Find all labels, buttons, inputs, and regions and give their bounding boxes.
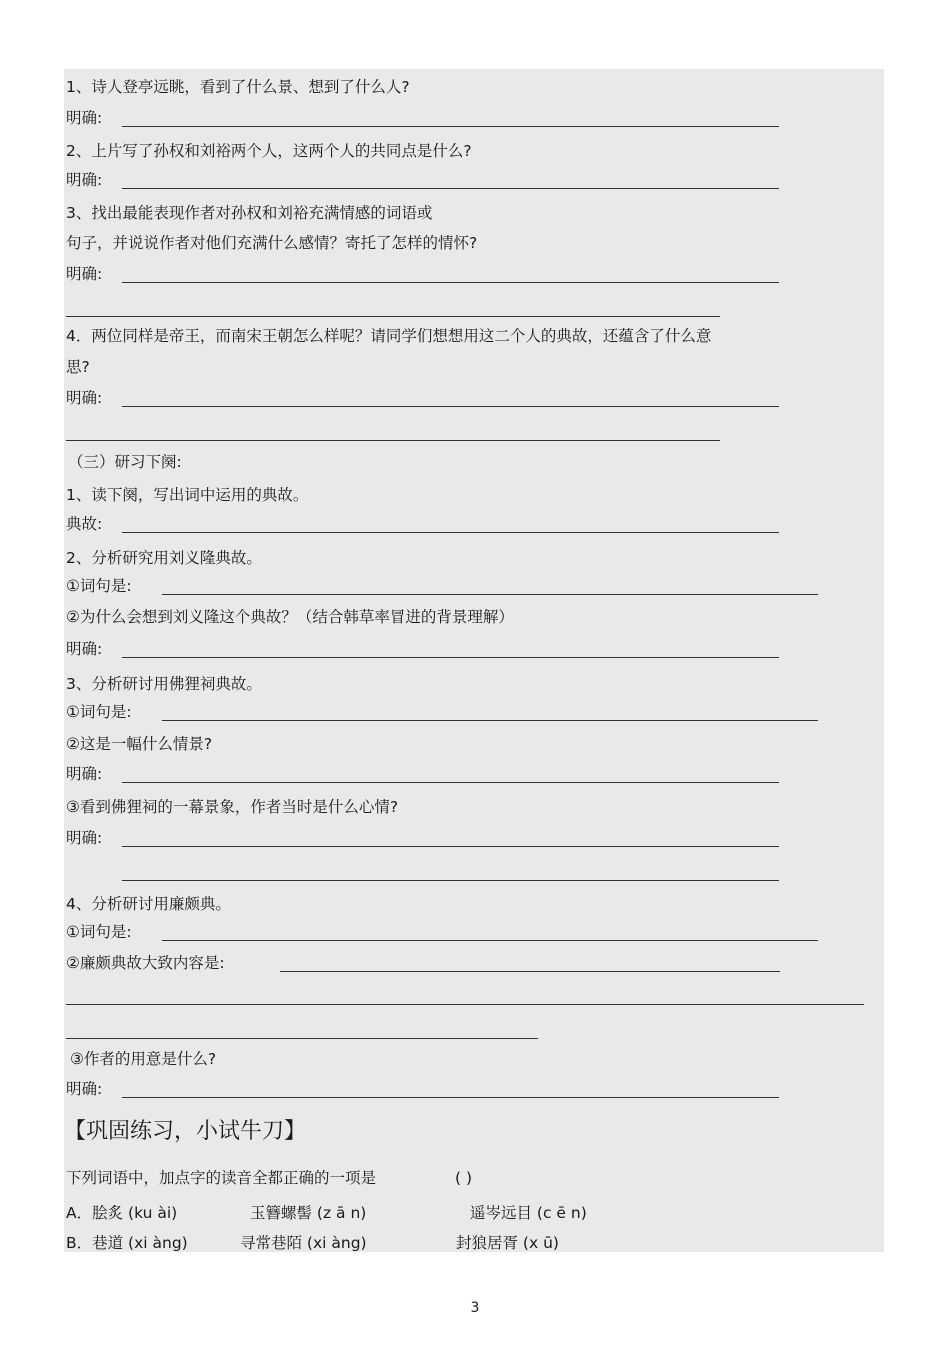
option-b-word-2: 寻常巷陌 (xi àng) (240, 1234, 367, 1252)
question-2: 2、上片写了孙权和刘裕两个人，这两个人的共同点是什么? (66, 142, 472, 160)
section-3-question-4-sub2: ②廉颇典故大致内容是: (66, 954, 225, 972)
section-3-question-4: 4、分析研讨用廉颇典。 (66, 895, 231, 913)
question-3-line2: 句子，并说说作者对他们充满什么感情？寄托了怎样的情怀? (66, 234, 478, 252)
section-3-question-1: 1、读下阕，写出词中运用的典故。 (66, 486, 309, 504)
section-3-question-3-sub3: ③看到佛狸祠的一幕景象，作者当时是什么心情? (66, 798, 399, 816)
phrase-label: ①词句是: (66, 577, 132, 595)
answer-line[interactable] (162, 940, 818, 941)
answer-line[interactable] (66, 1004, 864, 1005)
answer-line[interactable] (122, 126, 779, 127)
answer-line[interactable] (66, 440, 720, 441)
section-3-question-2-sub2: ②为什么会想到刘义隆这个典故？（结合韩草率冒进的背景理解） (66, 608, 514, 626)
answer-line[interactable] (122, 1097, 779, 1098)
answer-line[interactable] (66, 1038, 538, 1039)
answer-line[interactable] (122, 532, 779, 533)
section-3-title: （三）研习下阕: (68, 453, 182, 471)
question-1: 1、诗人登亭远眺，看到了什么景、想到了什么人? (66, 78, 410, 96)
answer-line[interactable] (122, 282, 779, 283)
answer-label: 明确: (66, 265, 103, 283)
answer-line[interactable] (122, 782, 779, 783)
answer-label: 明确: (66, 1080, 103, 1098)
answer-parentheses[interactable]: ( ) (455, 1169, 473, 1187)
question-4-line1: 4．两位同样是帝王，而南宋王朝怎么样呢？请同学们想想用这二个人的典故，还蕴含了什么意 (66, 327, 712, 345)
answer-label: 明确: (66, 109, 103, 127)
question-3-line1: 3、找出最能表现作者对孙权和刘裕充满情感的词语或 (66, 204, 433, 222)
answer-line[interactable] (162, 720, 818, 721)
answer-label: 明确: (66, 171, 103, 189)
phrase-label: ①词句是: (66, 923, 132, 941)
option-b-word-3: 封狼居胥 (x ū) (456, 1234, 559, 1252)
answer-line[interactable] (66, 316, 720, 317)
option-a-word-1[interactable]: A．脍炙 (ku ài) (66, 1204, 178, 1222)
answer-label: 明确: (66, 765, 103, 783)
question-4-line2: 思? (66, 358, 90, 376)
practice-heading: 【巩固练习，小试牛刀】 (64, 1119, 307, 1144)
allusion-label: 典故: (66, 515, 103, 533)
section-3-question-3: 3、分析研讨用佛狸祠典故。 (66, 675, 262, 693)
answer-line[interactable] (162, 594, 818, 595)
answer-line[interactable] (122, 406, 779, 407)
answer-line[interactable] (122, 657, 779, 658)
option-a-word-3: 遥岑远目 (c ē n) (470, 1204, 587, 1222)
practice-question: 下列词语中，加点字的读音全都正确的一项是 (66, 1169, 377, 1187)
answer-label: 明确: (66, 640, 103, 658)
answer-line[interactable] (122, 188, 779, 189)
page-number: 3 (470, 1300, 480, 1316)
answer-label: 明确: (66, 389, 103, 407)
answer-label: 明确: (66, 829, 103, 847)
section-3-question-3-sub2: ②这是一幅什么情景? (66, 735, 213, 753)
answer-line[interactable] (122, 846, 779, 847)
section-3-question-4-sub3: ③作者的用意是什么? (70, 1050, 217, 1068)
section-3-question-2: 2、分析研究用刘义隆典故。 (66, 549, 262, 567)
option-b-word-1[interactable]: B．巷道 (xi àng) (66, 1234, 188, 1252)
option-a-word-2: 玉簪螺髻 (z ā n) (250, 1204, 367, 1222)
answer-line[interactable] (280, 971, 780, 972)
answer-line[interactable] (122, 880, 779, 881)
phrase-label: ①词句是: (66, 703, 132, 721)
